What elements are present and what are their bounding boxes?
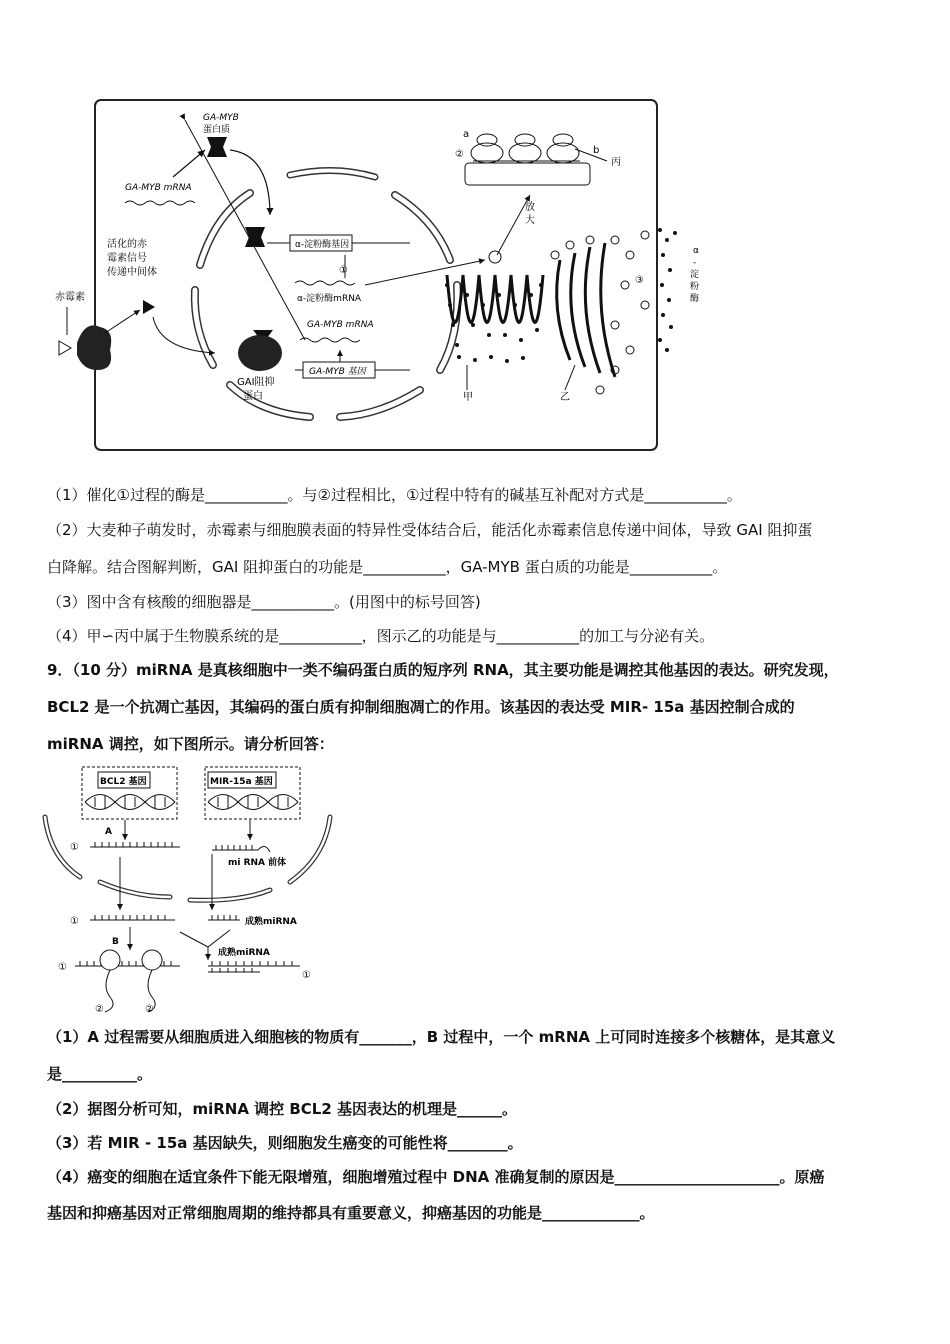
- ribosomes: [471, 134, 579, 163]
- label-bing: 丙: [611, 157, 621, 168]
- ribosomes-fig2: [100, 950, 162, 970]
- ga-myb-protein-icon: [207, 137, 227, 157]
- ga-myb-bound-icon: [245, 227, 265, 247]
- enlarge-label-2: 大: [525, 215, 535, 226]
- amylase-side-label-4: 粉: [690, 282, 700, 292]
- fig2-circle1-c: ①: [58, 962, 67, 973]
- activated-label-1: 活化的赤: [107, 239, 147, 250]
- gai-protein-icon: [238, 335, 282, 371]
- activated-label-2: 霉素信号: [107, 253, 147, 264]
- q8-part2-line2: 白降解。结合图解判断，GAI 阻抑蛋白的功能是___________，GA-MYB 蛋白质的功能是___________。: [47, 558, 728, 576]
- bcl2-gene-label: BCL2 基因: [100, 777, 147, 787]
- precursor-label: mi RNA 前体: [228, 858, 287, 868]
- gai-label-1: GAI阻抑: [237, 377, 275, 388]
- ga-myb-mrna-wave: [125, 201, 195, 205]
- label-jia: 甲: [463, 392, 473, 403]
- q9-part1-line1: （1）A 过程需要从细胞质进入细胞核的物质有_______，B 过程中，一个 mRNA 上可同时连接多个核糖体，是其意义: [47, 1028, 836, 1046]
- q9-part1-line2: 是__________。: [47, 1065, 153, 1083]
- amylase-side-label-5: 酶: [690, 294, 700, 304]
- q9-intro-line2: BCL2 是一个抗凋亡基因，其编码的蛋白质有抑制细胞凋亡的作用。该基因的表达受 MIR- 15a 基因控制合成的: [47, 698, 795, 716]
- ga-myb-protein-label-2: 蛋白质: [203, 125, 231, 135]
- figure-1-gibberellin-diagram: [55, 95, 700, 455]
- mir-gene-label: MIR-15a 基因: [210, 777, 273, 787]
- label-B: B: [112, 937, 119, 947]
- ga-myb-gene-label: GA-MYB 基因: [309, 367, 366, 377]
- q8-part1: （1）催化①过程的酶是___________。与②过程相比，①过程中特有的碱基互补配对方式是___________。: [47, 486, 742, 504]
- gibberellin-icon: [59, 341, 71, 355]
- amylase-mrna-label: α-淀粉酶mRNA: [297, 294, 362, 304]
- process-2-marker: ②: [455, 149, 464, 160]
- q9-part2: （2）据图分析可知，miRNA 调控 BCL2 基因表达的机理是______。: [47, 1100, 518, 1118]
- gibberellin-label: 赤霉素: [55, 292, 85, 303]
- ga-myb-mrna-left-label: GA-MYB mRNA: [125, 183, 192, 193]
- mature-mirna-label-1: 成熟miRNA: [245, 917, 297, 927]
- mature-mirna-label-2: 成熟miRNA: [218, 948, 270, 958]
- q8-part2-line1: （2）大麦种子萌发时，赤霉素与细胞膜表面的特异性受体结合后，能活化赤霉素信息传递中间体，导致 GAI 阻抑蛋: [47, 521, 813, 539]
- activated-label-3: 传递中间体: [107, 267, 157, 278]
- q9-intro-line1: 9．（10 分）miRNA 是真核细胞中一类不编码蛋白质的短序列 RNA，其主要功能是调控其他基因的表达。研究发现，: [47, 661, 839, 679]
- q9-intro-line3: miRNA 调控，如下图所示。请分析回答：: [47, 735, 334, 753]
- signal-intermediate-icon: [143, 300, 155, 314]
- q9-part3: （3）若 MIR - 15a 基因缺失，则细胞发生癌变的可能性将________。: [47, 1134, 523, 1152]
- gai-label-2: 蛋白: [243, 391, 263, 402]
- q8-part3: （3）图中含有核酸的细胞器是___________。(用图中的标号回答): [47, 593, 481, 611]
- fig2-circle1-a: ①: [70, 842, 79, 853]
- ga-myb-mrna-mid-label: GA-MYB mRNA: [307, 320, 374, 330]
- enlarge-label-1: 放: [525, 202, 535, 213]
- amylase-side-label-1: α: [693, 246, 699, 256]
- amylase-dots: [658, 228, 677, 352]
- fig2-circle1-d: ①: [302, 970, 311, 981]
- fig2-circle2-a: ②: [95, 1004, 104, 1015]
- amylase-side-label-2: -: [693, 258, 697, 268]
- amylase-side-label-3: 淀: [690, 270, 700, 280]
- nuclear-membrane: [45, 817, 330, 900]
- label-b: b: [593, 145, 600, 156]
- rough-er: [447, 275, 543, 323]
- fig2-circle2-b: ②: [145, 1004, 154, 1015]
- q9-part4-line2: 基因和抑癌基因对正常细胞周期的维持都具有重要意义，抑癌基因的功能是_____________。: [47, 1204, 655, 1222]
- label-a: a: [463, 129, 470, 140]
- q9-part4-line1: （4）癌变的细胞在适宜条件下能无限增殖，细胞增殖过程中 DNA 准确复制的原因是______________________。原癌: [47, 1168, 825, 1186]
- golgi: [557, 243, 615, 377]
- ga-myb-protein-label-1: GA-MYB: [203, 113, 239, 123]
- label-yi: 乙: [560, 392, 570, 403]
- amylase-gene-label: α-淀粉酶基因: [295, 240, 350, 250]
- q8-part4: （4）甲∽丙中属于生物膜系统的是___________，图示乙的功能是与___________的加工与分泌有关。: [47, 627, 715, 645]
- fig2-circle1-b: ①: [70, 916, 79, 927]
- process-1-marker: ①: [339, 265, 348, 276]
- label-A: A: [105, 827, 112, 837]
- process-3-marker: ③: [635, 275, 644, 286]
- figure-2-mirna-diagram: [40, 762, 350, 1017]
